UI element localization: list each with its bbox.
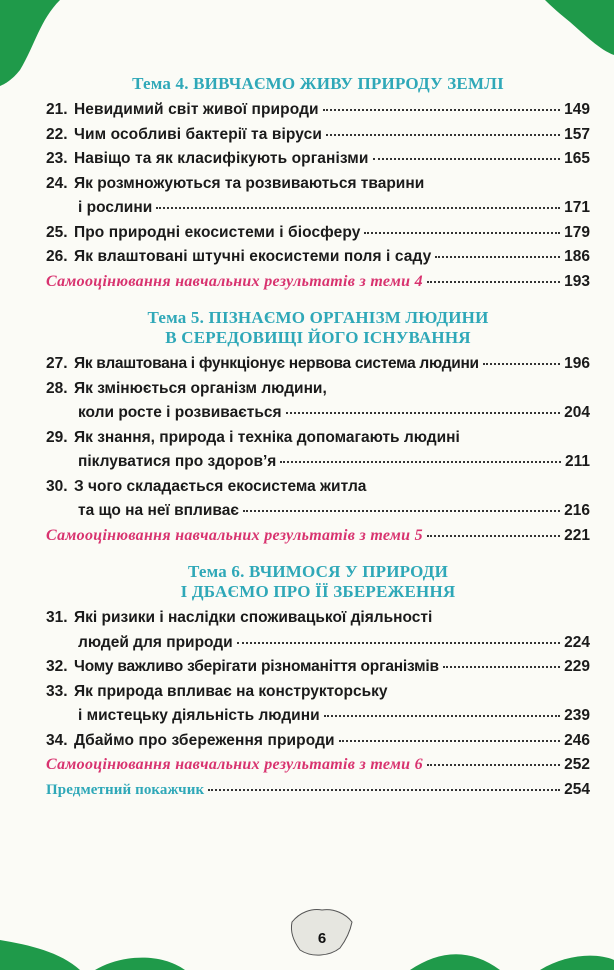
entry-title-continued: людей для природи bbox=[78, 633, 233, 651]
leader-dots bbox=[483, 362, 560, 365]
entry-page: 229 bbox=[564, 658, 590, 675]
entry-page: 149 bbox=[564, 101, 590, 118]
entry-title: Навіщо та як класифікують організми bbox=[74, 150, 369, 167]
entry-page: 252 bbox=[564, 756, 590, 773]
entry-page: 211 bbox=[564, 453, 590, 470]
leader-dots bbox=[323, 108, 560, 111]
entry-page: 171 bbox=[564, 199, 590, 216]
entry-number: 27. bbox=[46, 355, 68, 372]
leader-dots bbox=[280, 460, 561, 463]
selfcheck-title: Самооцінювання навчальних результатів з теми 4 bbox=[46, 272, 423, 290]
theme-6-title bbox=[46, 562, 590, 602]
leader-dots bbox=[443, 665, 560, 668]
index-title: Предметний покажчик bbox=[46, 781, 205, 798]
leader-dots bbox=[339, 739, 560, 742]
entry-title: Як влаштована і функціонує нервова система людини bbox=[74, 355, 479, 372]
entry-number: 33. bbox=[46, 682, 68, 700]
entry-title: Як знання, природа і техніка допомагають людині bbox=[74, 428, 460, 446]
bottom-leaf-decoration bbox=[0, 860, 614, 970]
theme-title-line-2: І ДБАЄМО ПРО ЇЇ ЗБЕРЕЖЕННЯ bbox=[180, 582, 456, 601]
entry-title: Як влаштовані штучні екосистеми поля і саду bbox=[74, 248, 432, 265]
entry-title-continued: і мистецьку діяльність людини bbox=[78, 707, 320, 724]
entry-number: 29. bbox=[46, 428, 68, 446]
entry-title: Як змінюється організм людини, bbox=[74, 379, 327, 397]
toc-entry-24[interactable] bbox=[46, 172, 590, 221]
entry-title: Чому важливо зберігати різноманіття організмів bbox=[74, 658, 439, 675]
theme-title-line-2: В СЕРЕДОВИЩІ ЙОГО ІСНУВАННЯ bbox=[165, 328, 471, 347]
entry-number: 21. bbox=[46, 101, 68, 118]
entry-page: 216 bbox=[564, 502, 590, 519]
selfcheck-title: Самооцінювання навчальних результатів з теми 5 bbox=[46, 526, 423, 544]
entry-title: Чим особливі бактерії та віруси bbox=[74, 125, 322, 143]
entry-title: Про природні екосистеми і біосферу bbox=[74, 223, 361, 241]
entry-number: 24. bbox=[46, 174, 68, 192]
toc-entry-22[interactable] bbox=[46, 123, 590, 148]
entry-page: 157 bbox=[564, 125, 590, 143]
toc-entry-33[interactable] bbox=[46, 680, 590, 729]
entry-number: 25. bbox=[46, 223, 68, 241]
entry-page: 179 bbox=[564, 223, 590, 241]
leader-dots bbox=[435, 255, 560, 258]
toc-entry-32[interactable] bbox=[46, 655, 590, 680]
subject-index-entry[interactable] bbox=[46, 778, 590, 803]
leader-dots bbox=[427, 763, 560, 766]
entry-page: 224 bbox=[564, 633, 590, 651]
selfcheck-title: Самооцінювання навчальних результатів з теми 6 bbox=[46, 756, 423, 773]
leader-dots bbox=[326, 133, 560, 136]
toc-entry-29[interactable] bbox=[46, 426, 590, 475]
entry-page: 204 bbox=[564, 404, 590, 421]
entry-page: 196 bbox=[564, 355, 590, 372]
theme-5-title bbox=[46, 308, 590, 348]
entry-title-continued: та що на неї впливає bbox=[78, 502, 239, 519]
entry-number: 32. bbox=[46, 658, 68, 675]
entry-page: 193 bbox=[564, 272, 590, 290]
toc-entry-34[interactable] bbox=[46, 729, 590, 754]
entry-page: 165 bbox=[564, 150, 590, 167]
leader-dots bbox=[156, 206, 560, 209]
entry-number: 23. bbox=[46, 150, 68, 167]
leader-dots bbox=[427, 280, 560, 283]
entry-page: 239 bbox=[564, 707, 590, 724]
selfcheck-theme-6[interactable] bbox=[46, 753, 590, 778]
entry-page: 254 bbox=[564, 780, 590, 798]
toc-entry-28[interactable] bbox=[46, 377, 590, 426]
toc-entry-30[interactable] bbox=[46, 475, 590, 524]
entry-title-continued: коли росте і розвивається bbox=[78, 404, 282, 421]
entry-title: Як природа впливає на конструкторську bbox=[74, 682, 388, 700]
entry-number: 31. bbox=[46, 609, 68, 626]
theme-4-title: Тема 4. ВИВЧАЄМО ЖИВУ ПРИРОДУ ЗЕМЛІ bbox=[132, 74, 504, 93]
theme-title-line-1: Тема 5. ПІЗНАЄМО ОРГАНІЗМ ЛЮДИНИ bbox=[147, 308, 489, 327]
leader-dots bbox=[373, 157, 561, 160]
toc-entry-27[interactable] bbox=[46, 352, 590, 377]
table-of-contents bbox=[46, 70, 590, 802]
leader-dots bbox=[237, 641, 560, 644]
entry-number: 28. bbox=[46, 379, 68, 397]
entry-number: 30. bbox=[46, 477, 68, 495]
page-number: 6 bbox=[317, 930, 327, 947]
leader-dots bbox=[243, 509, 560, 512]
entry-title-continued: і рослини bbox=[78, 199, 153, 216]
entry-number: 34. bbox=[46, 731, 68, 749]
selfcheck-theme-5[interactable] bbox=[46, 524, 590, 549]
entry-title: Які ризики і наслідки споживацької діяльності bbox=[74, 609, 433, 626]
toc-entry-23[interactable] bbox=[46, 147, 590, 172]
entry-title: Дбаймо про збереження природи bbox=[74, 731, 335, 749]
selfcheck-theme-4[interactable] bbox=[46, 270, 590, 295]
leader-dots bbox=[427, 534, 560, 537]
theme-title-line-1: Тема 6. ВЧИМОСЯ У ПРИРОДИ bbox=[187, 562, 449, 581]
entry-title: З чого складається екосистема житла bbox=[74, 477, 367, 495]
entry-number: 26. bbox=[46, 248, 68, 265]
toc-entry-25[interactable] bbox=[46, 221, 590, 246]
entry-title: Як розмножуються та розвиваються тварини bbox=[74, 174, 425, 192]
entry-page: 186 bbox=[564, 248, 590, 265]
entry-page: 221 bbox=[564, 526, 590, 544]
entry-number: 22. bbox=[46, 125, 68, 143]
entry-page: 246 bbox=[564, 731, 590, 749]
toc-entry-26[interactable] bbox=[46, 245, 590, 270]
toc-entry-21[interactable] bbox=[46, 98, 590, 123]
toc-entry-31[interactable] bbox=[46, 606, 590, 655]
entry-title-continued: піклуватися про здоров’я bbox=[78, 453, 277, 470]
leader-dots bbox=[324, 714, 561, 717]
leader-dots bbox=[364, 231, 560, 234]
leader-dots bbox=[208, 788, 560, 791]
leader-dots bbox=[286, 411, 561, 414]
entry-title: Невидимий світ живої природи bbox=[74, 101, 319, 118]
